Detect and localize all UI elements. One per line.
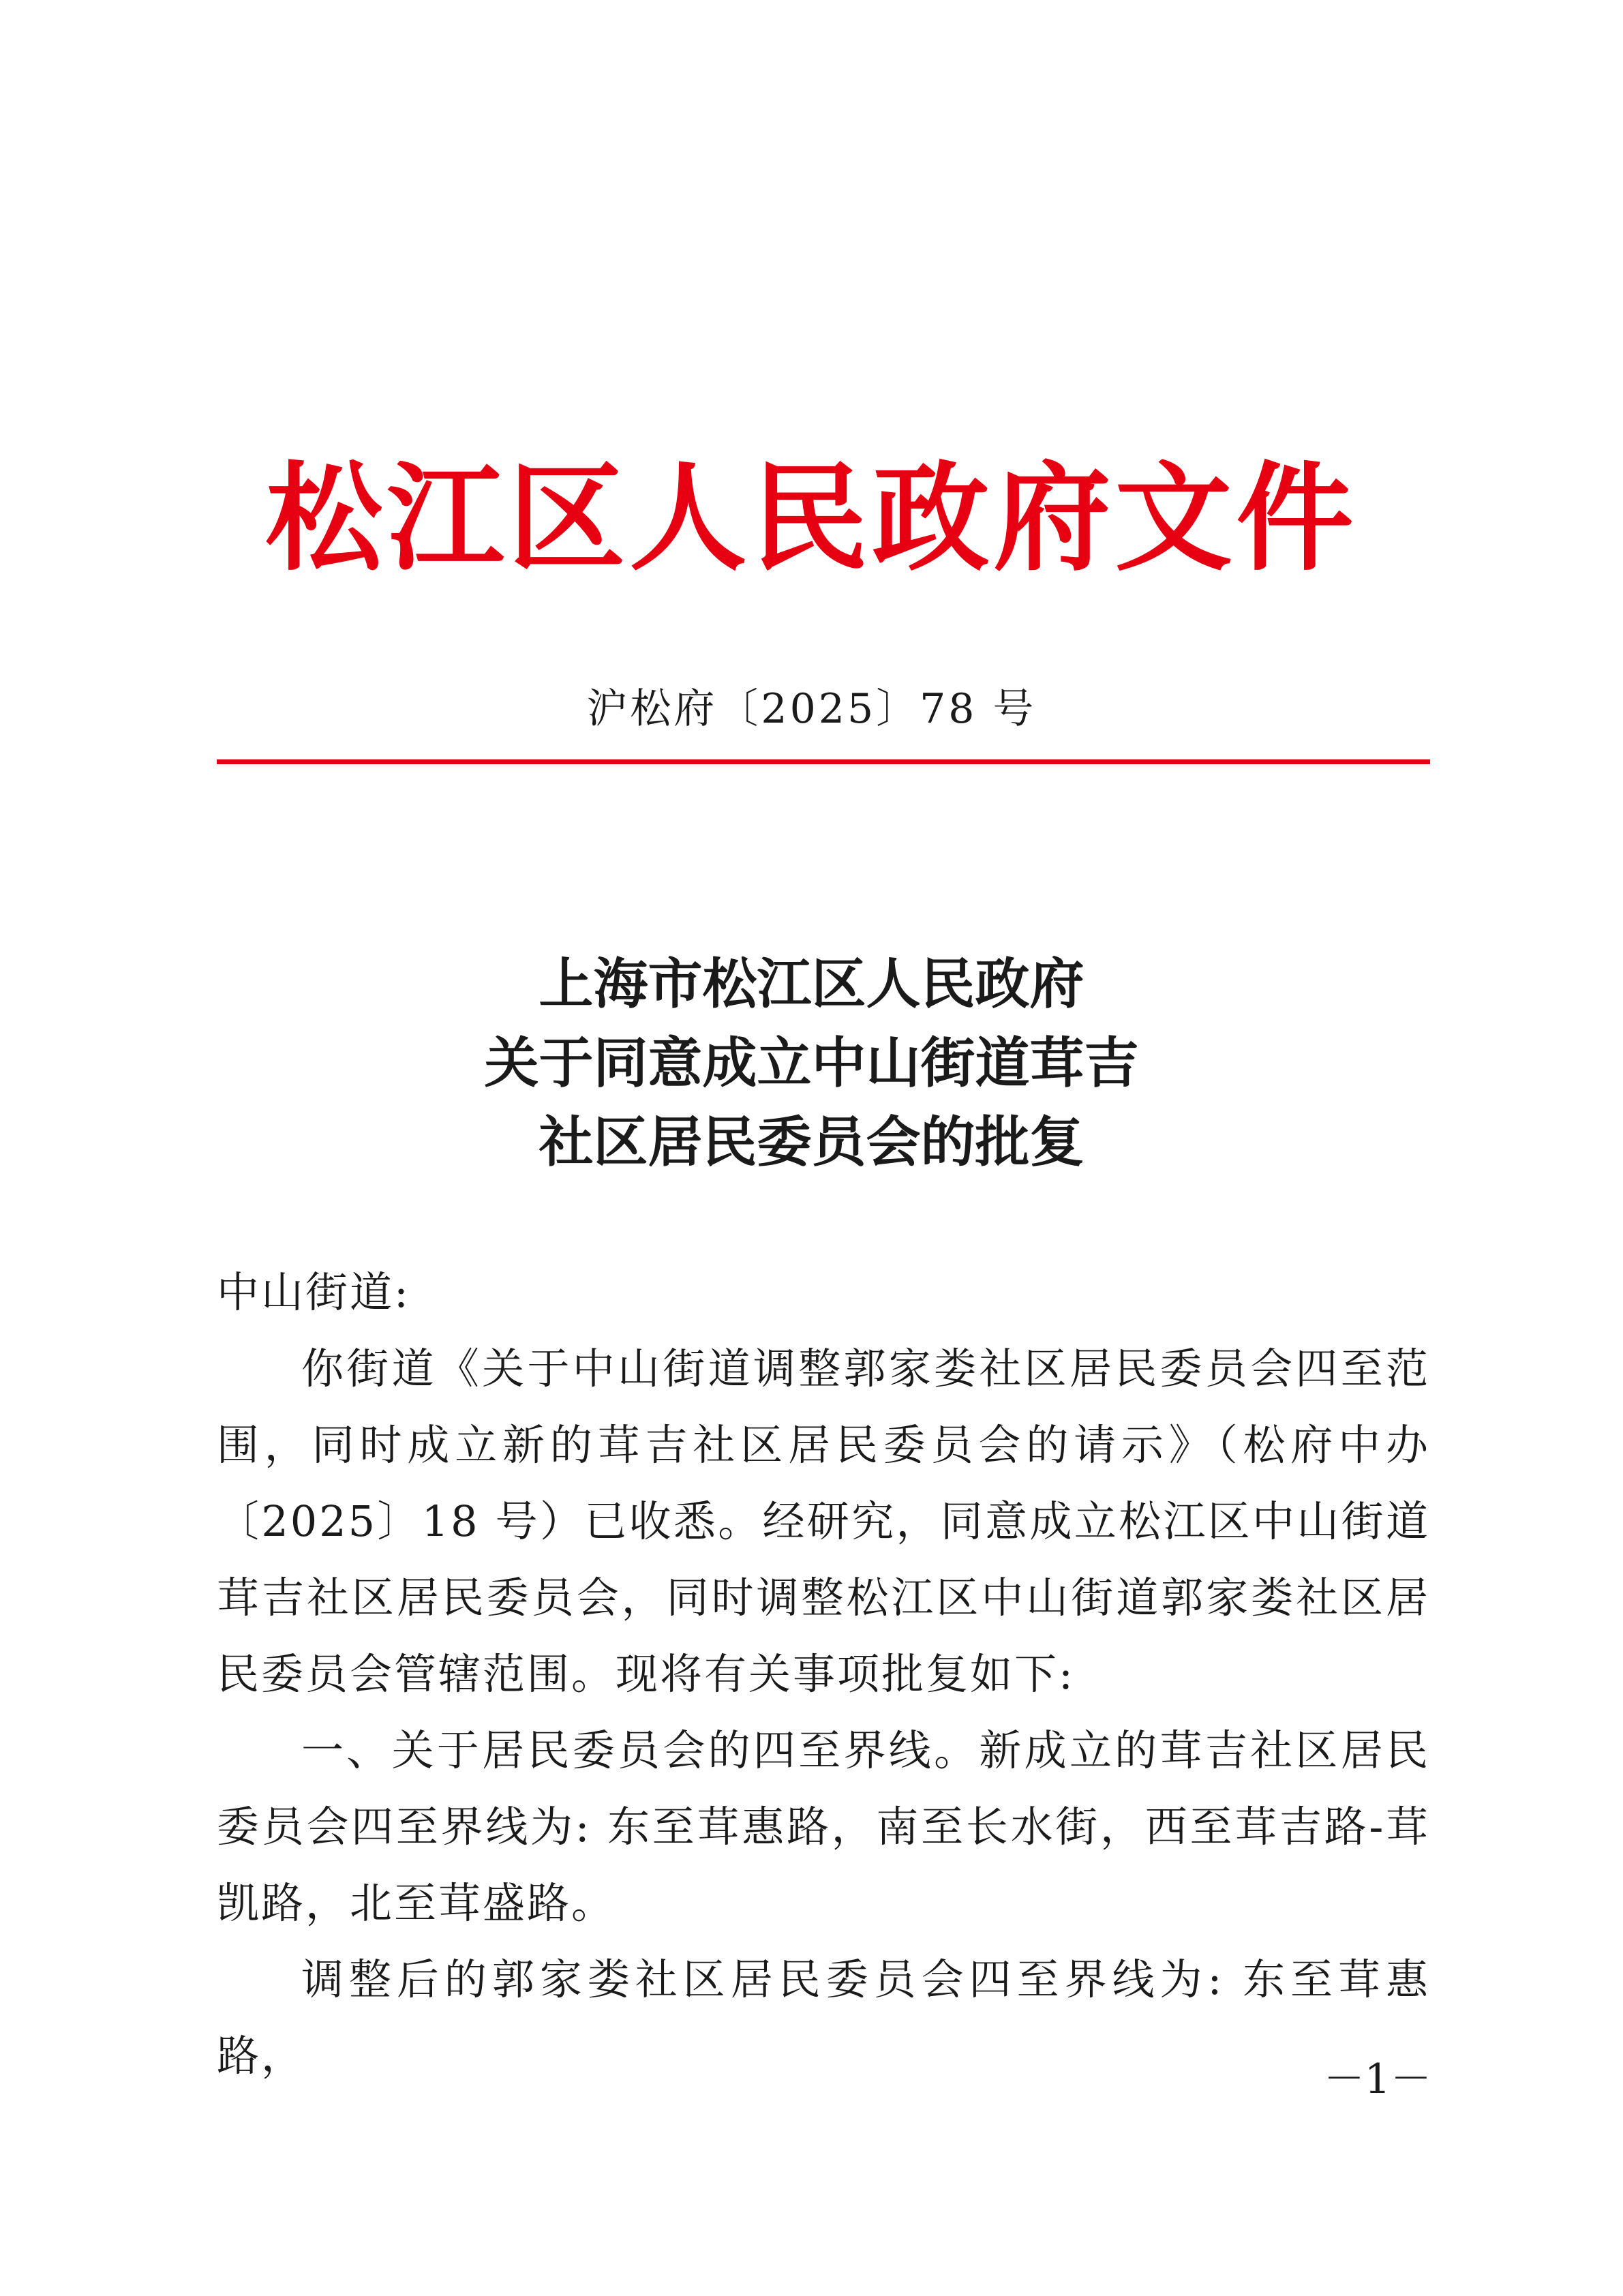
document-body [217,1254,1430,2094]
document-title-line-2: 关于同意成立中山街道茸吉 [484,1031,1139,1095]
body-paragraph-1: 你街道《关于中山街道调整郭家娄社区居民委员会四至范围，同时成立新的茸吉社区居民委员会的请示》（松府中办〔2025〕18 号）已收悉。经研究，同意成立松江区中山街道茸吉社区居民委员会，同时调整松江区中山街道郭家娄社区居民委员会管辖范围。现将有关事项批复如下: [217,1344,1430,1699]
red-separator-line [217,759,1430,764]
addressee: 中山街道: [217,1267,410,1317]
document-title-line-3: 社区居民委员会的批复 [539,1110,1084,1174]
body-paragraph-3: 调整后的郭家娄社区居民委员会四至界线为: 东至茸惠路， [217,1954,1430,2081]
document-title [0,944,1623,1181]
document-number: 沪松府〔2025〕78 号 [586,685,1037,733]
page-number: －1－ [1323,2055,1431,2103]
document-title-line-1: 上海市松江区人民政府 [539,952,1084,1016]
issuer-header-title: 松江区人民政府文件 [265,449,1358,587]
body-paragraph-2: 一、关于居民委员会的四至界线。新成立的茸吉社区居民委员会四至界线为: 东至茸惠路，南至长水街，西至茸吉路-茸凯路，北至茸盛路。 [217,1725,1430,1928]
